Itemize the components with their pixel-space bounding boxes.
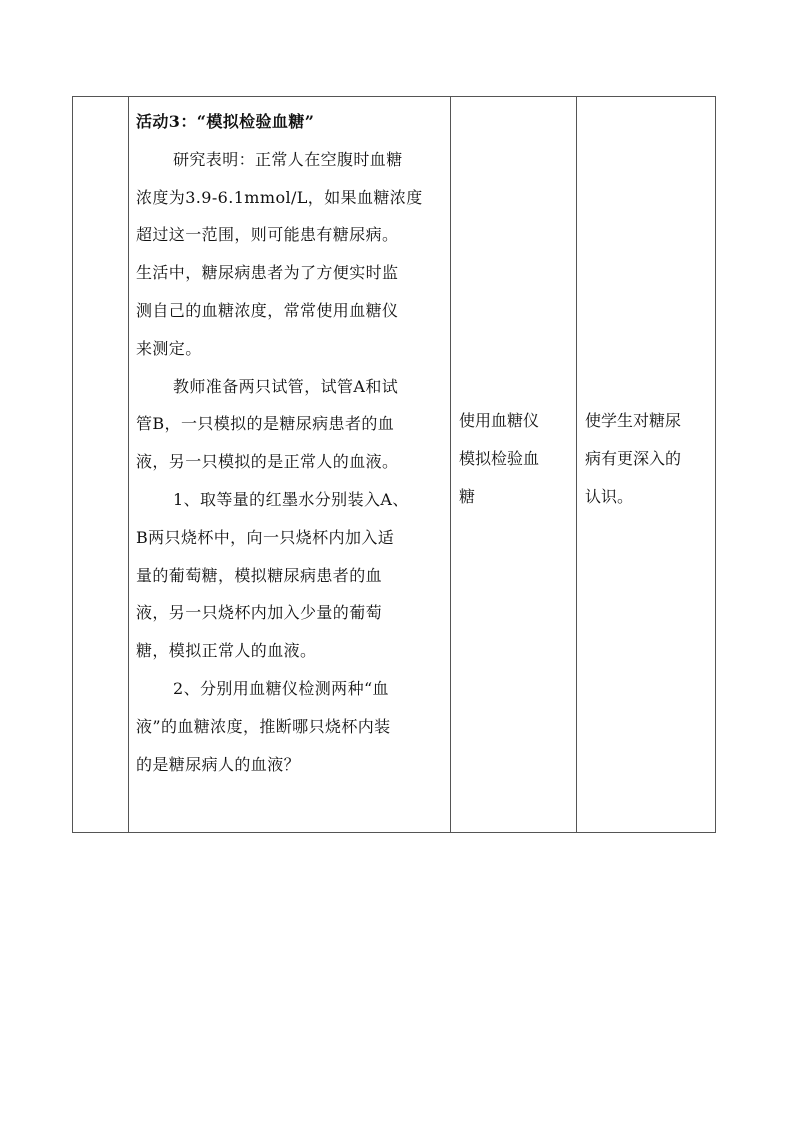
lesson-plan-table [72, 96, 716, 833]
student-activity-line: 使用血糖仪 [459, 411, 540, 430]
paragraph-line: 超过这一范围，则可能患有糖尿病。 [136, 225, 399, 245]
step-one-line: 1、取等量的红墨水分别装入A、 [173, 489, 409, 509]
paragraph-line: 量的葡萄糖，模拟糖尿病患者的血 [136, 565, 383, 585]
paragraph-line: 来测定。 [136, 338, 202, 358]
paragraph-line: 液，另一只烧杯内加入少量的葡萄 [136, 603, 383, 623]
paragraph-line: 糖，模拟正常人的血液。 [136, 641, 317, 661]
design-intent-cell [577, 97, 716, 833]
stage-cell [73, 97, 129, 833]
step-two-line: 2、分别用血糖仪检测两种“血 [173, 678, 389, 698]
student-activity-line: 模拟检验血 [459, 448, 540, 468]
paragraph-line: 生活中，糖尿病患者为了方便实时监 [136, 263, 399, 283]
paragraph-line: B两只烧杯中，向一只烧杯内加入适 [136, 527, 395, 547]
teacher-activity-cell [129, 97, 451, 833]
paragraph-line: 研究表明：正常人在空腹时血糖 [173, 149, 403, 169]
student-activity-cell [451, 97, 577, 833]
design-intent-line: 病有更深入的 [585, 448, 682, 468]
design-intent-line: 认识。 [585, 486, 634, 506]
design-intent-line: 使学生对糖尿 [585, 411, 682, 430]
paragraph-line: 测自己的血糖浓度，常常使用血糖仪 [136, 300, 399, 320]
paragraph-line: 浓度为3.9-6.1mmol/L，如果血糖浓度 [136, 187, 423, 207]
student-activity-line: 糖 [459, 486, 476, 506]
paragraph-line: 液，另一只模拟的是正常人的血液。 [136, 452, 399, 472]
activity-title: 活动3：“模拟检验血糖” [136, 112, 315, 131]
paragraph-line: 液”的血糖浓度，推断哪只烧杯内装 [136, 716, 391, 736]
paragraph-line: 教师准备两只试管，试管A和试 [173, 376, 399, 396]
paragraph-line: 管B，一只模拟的是糖尿病患者的血 [136, 414, 395, 434]
table-row [73, 97, 716, 833]
paragraph-line: 的是糖尿病人的血液？ [136, 754, 301, 774]
